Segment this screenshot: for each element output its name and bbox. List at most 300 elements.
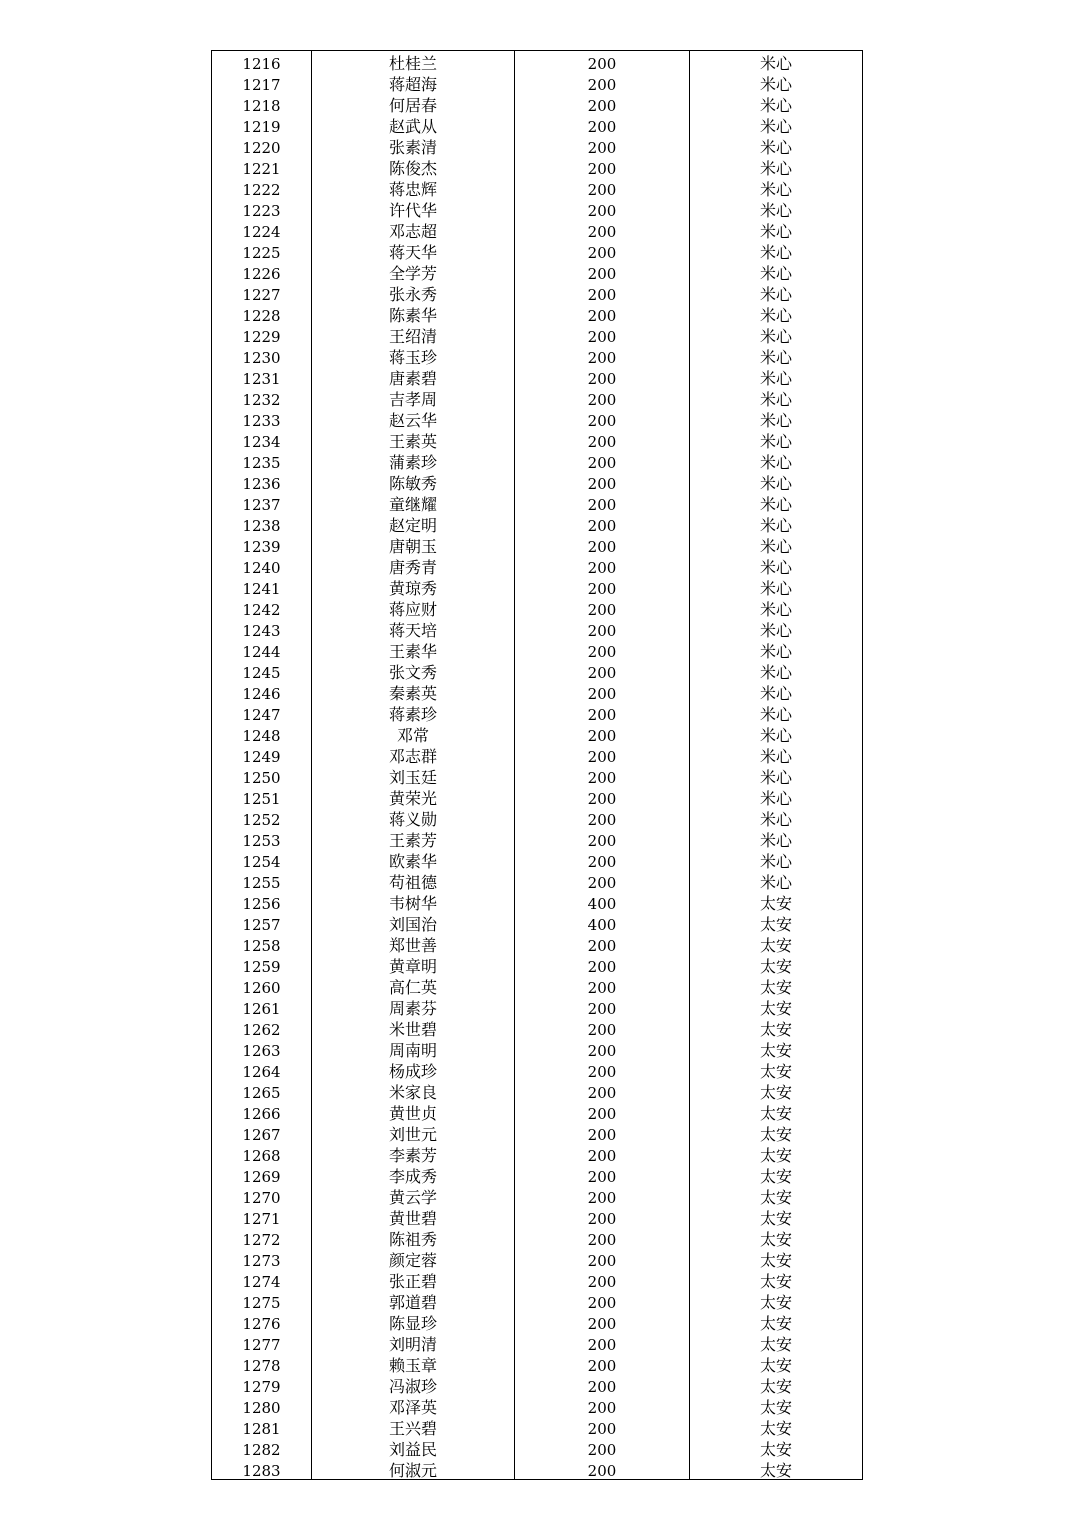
cell-town: 米心 [690,513,863,534]
cell-town: 太安 [690,1185,863,1206]
cell-town: 太安 [690,1290,863,1311]
cell-number: 1281 [212,1416,312,1437]
cell-number: 1255 [212,870,312,891]
cell-number: 1247 [212,702,312,723]
cell-name: 周素芬 [312,996,515,1017]
table-row [212,471,863,492]
cell-amount: 200 [515,1395,690,1416]
cell-name: 黄云学 [312,1185,515,1206]
cell-amount: 200 [515,681,690,702]
cell-amount: 200 [515,1038,690,1059]
cell-amount: 200 [515,1416,690,1437]
cell-name: 张正碧 [312,1269,515,1290]
cell-amount: 200 [515,324,690,345]
cell-name: 欧素华 [312,849,515,870]
cell-name: 陈祖秀 [312,1227,515,1248]
table-row [212,93,863,114]
cell-amount: 200 [515,1206,690,1227]
cell-amount: 400 [515,891,690,912]
cell-number: 1237 [212,492,312,513]
cell-name: 邓志群 [312,744,515,765]
cell-town: 米心 [690,597,863,618]
cell-name: 唐秀青 [312,555,515,576]
cell-amount: 200 [515,240,690,261]
cell-number: 1264 [212,1059,312,1080]
cell-town: 米心 [690,870,863,891]
cell-town: 米心 [690,366,863,387]
table-row [212,1164,863,1185]
cell-name: 蒋忠辉 [312,177,515,198]
cell-number: 1276 [212,1311,312,1332]
cell-town: 太安 [690,975,863,996]
cell-town: 米心 [690,240,863,261]
cell-amount: 200 [515,1374,690,1395]
cell-town: 米心 [690,450,863,471]
cell-name: 蒲素珍 [312,450,515,471]
cell-number: 1271 [212,1206,312,1227]
cell-number: 1230 [212,345,312,366]
cell-amount: 200 [515,933,690,954]
cell-amount: 200 [515,219,690,240]
table-row [212,1227,863,1248]
table-row [212,975,863,996]
cell-amount: 200 [515,1458,690,1480]
cell-name: 刘国治 [312,912,515,933]
table-row [212,555,863,576]
table-row [212,1185,863,1206]
table-row [212,303,863,324]
table-row [212,1395,863,1416]
cell-number: 1253 [212,828,312,849]
cell-amount: 200 [515,954,690,975]
cell-number: 1258 [212,933,312,954]
cell-name: 蒋应财 [312,597,515,618]
table-row [212,450,863,471]
cell-town: 米心 [690,807,863,828]
cell-name: 张文秀 [312,660,515,681]
cell-town: 米心 [690,429,863,450]
table-row [212,324,863,345]
cell-name: 王绍清 [312,324,515,345]
table-row [212,1038,863,1059]
cell-town: 米心 [690,660,863,681]
cell-number: 1217 [212,72,312,93]
cell-amount: 200 [515,1017,690,1038]
cell-amount: 200 [515,1185,690,1206]
table-row [212,1332,863,1353]
cell-town: 米心 [690,156,863,177]
cell-name: 王素芳 [312,828,515,849]
cell-name: 黄世碧 [312,1206,515,1227]
cell-town: 太安 [690,1143,863,1164]
cell-number: 1279 [212,1374,312,1395]
cell-number: 1249 [212,744,312,765]
cell-name: 赵武从 [312,114,515,135]
cell-name: 赵定明 [312,513,515,534]
cell-amount: 200 [515,1080,690,1101]
cell-amount: 200 [515,555,690,576]
cell-name: 杨成珍 [312,1059,515,1080]
cell-number: 1270 [212,1185,312,1206]
table-row [212,744,863,765]
cell-number: 1239 [212,534,312,555]
table-row [212,954,863,975]
cell-amount: 200 [515,1122,690,1143]
table-row [212,198,863,219]
cell-amount: 200 [515,177,690,198]
cell-name: 陈显珍 [312,1311,515,1332]
cell-town: 米心 [690,93,863,114]
cell-name: 苟祖德 [312,870,515,891]
cell-town: 米心 [690,534,863,555]
table-row [212,51,863,73]
table-row [212,156,863,177]
cell-number: 1219 [212,114,312,135]
cell-town: 太安 [690,1458,863,1480]
cell-number: 1260 [212,975,312,996]
cell-number: 1266 [212,1101,312,1122]
cell-town: 太安 [690,891,863,912]
cell-name: 陈俊杰 [312,156,515,177]
cell-amount: 200 [515,702,690,723]
table-row [212,345,863,366]
cell-number: 1250 [212,765,312,786]
cell-town: 米心 [690,72,863,93]
table-row [212,1269,863,1290]
table-row [212,912,863,933]
cell-town: 太安 [690,996,863,1017]
cell-name: 蒋玉珍 [312,345,515,366]
cell-amount: 200 [515,786,690,807]
cell-town: 米心 [690,387,863,408]
table-row [212,429,863,450]
cell-number: 1242 [212,597,312,618]
cell-name: 韦树华 [312,891,515,912]
cell-name: 刘明清 [312,1332,515,1353]
table-row [212,135,863,156]
cell-number: 1251 [212,786,312,807]
cell-name: 吉孝周 [312,387,515,408]
cell-name: 郭道碧 [312,1290,515,1311]
cell-amount: 200 [515,1164,690,1185]
table-row [212,1206,863,1227]
cell-name: 邓常 [312,723,515,744]
cell-number: 1231 [212,366,312,387]
cell-name: 颜定蓉 [312,1248,515,1269]
cell-number: 1273 [212,1248,312,1269]
table-row [212,408,863,429]
cell-town: 米心 [690,177,863,198]
cell-town: 米心 [690,219,863,240]
cell-amount: 200 [515,597,690,618]
cell-amount: 200 [515,660,690,681]
cell-number: 1274 [212,1269,312,1290]
cell-number: 1261 [212,996,312,1017]
cell-town: 太安 [690,1059,863,1080]
cell-amount: 200 [515,765,690,786]
table-row [212,114,863,135]
table-row [212,933,863,954]
cell-amount: 200 [515,1290,690,1311]
cell-number: 1220 [212,135,312,156]
cell-town: 太安 [690,1080,863,1101]
cell-town: 太安 [690,1437,863,1458]
cell-town: 米心 [690,492,863,513]
cell-number: 1283 [212,1458,312,1480]
cell-amount: 200 [515,198,690,219]
cell-name: 李成秀 [312,1164,515,1185]
cell-amount: 200 [515,849,690,870]
cell-number: 1262 [212,1017,312,1038]
table-row [212,240,863,261]
cell-amount: 200 [515,870,690,891]
cell-name: 刘益民 [312,1437,515,1458]
cell-town: 太安 [690,1374,863,1395]
table-row [212,1353,863,1374]
cell-number: 1223 [212,198,312,219]
cell-amount: 200 [515,723,690,744]
cell-town: 米心 [690,849,863,870]
table-row [212,1437,863,1458]
cell-town: 米心 [690,555,863,576]
cell-number: 1275 [212,1290,312,1311]
cell-amount: 200 [515,1269,690,1290]
table-row [212,576,863,597]
cell-number: 1229 [212,324,312,345]
cell-number: 1241 [212,576,312,597]
table-row [212,1290,863,1311]
table-row [212,807,863,828]
cell-name: 唐朝玉 [312,534,515,555]
cell-amount: 200 [515,303,690,324]
table-row [212,702,863,723]
roster-body [212,51,863,1480]
table-row [212,534,863,555]
cell-town: 米心 [690,408,863,429]
table-row [212,219,863,240]
cell-amount: 200 [515,1227,690,1248]
table-row [212,1374,863,1395]
cell-name: 何居春 [312,93,515,114]
cell-name: 李素芳 [312,1143,515,1164]
cell-number: 1224 [212,219,312,240]
table-row [212,513,863,534]
table-row [212,261,863,282]
cell-town: 太安 [690,1017,863,1038]
cell-town: 米心 [690,135,863,156]
cell-name: 周南明 [312,1038,515,1059]
cell-name: 童继耀 [312,492,515,513]
cell-number: 1243 [212,618,312,639]
cell-number: 1233 [212,408,312,429]
cell-name: 米家良 [312,1080,515,1101]
cell-town: 米心 [690,471,863,492]
cell-town: 太安 [690,933,863,954]
cell-number: 1235 [212,450,312,471]
cell-number: 1263 [212,1038,312,1059]
table-row [212,870,863,891]
cell-town: 米心 [690,261,863,282]
cell-name: 赖玉章 [312,1353,515,1374]
table-row [212,1458,863,1480]
cell-name: 蒋素珍 [312,702,515,723]
cell-town: 太安 [690,1101,863,1122]
table-row [212,366,863,387]
cell-number: 1248 [212,723,312,744]
cell-name: 陈敏秀 [312,471,515,492]
cell-town: 米心 [690,744,863,765]
cell-amount: 200 [515,72,690,93]
cell-town: 米心 [690,681,863,702]
cell-town: 米心 [690,114,863,135]
cell-amount: 400 [515,912,690,933]
cell-town: 太安 [690,1164,863,1185]
cell-amount: 200 [515,576,690,597]
cell-amount: 200 [515,744,690,765]
table-row [212,639,863,660]
cell-number: 1225 [212,240,312,261]
cell-town: 米心 [690,303,863,324]
cell-number: 1226 [212,261,312,282]
cell-town: 米心 [690,639,863,660]
cell-amount: 200 [515,408,690,429]
cell-amount: 200 [515,387,690,408]
cell-name: 高仁英 [312,975,515,996]
table-row [212,387,863,408]
cell-amount: 200 [515,1311,690,1332]
cell-town: 太安 [690,1353,863,1374]
cell-name: 张永秀 [312,282,515,303]
cell-name: 秦素英 [312,681,515,702]
cell-town: 米心 [690,282,863,303]
cell-name: 张素清 [312,135,515,156]
cell-number: 1282 [212,1437,312,1458]
cell-town: 米心 [690,702,863,723]
cell-name: 杜桂兰 [312,51,515,73]
cell-number: 1221 [212,156,312,177]
table-row [212,1143,863,1164]
cell-amount: 200 [515,639,690,660]
table-row [212,891,863,912]
cell-name: 陈素华 [312,303,515,324]
cell-number: 1244 [212,639,312,660]
table-row [212,828,863,849]
cell-number: 1267 [212,1122,312,1143]
table-row [212,177,863,198]
cell-town: 米心 [690,51,863,73]
table-row [212,786,863,807]
cell-amount: 200 [515,1437,690,1458]
cell-number: 1268 [212,1143,312,1164]
table-row [212,849,863,870]
cell-name: 刘玉廷 [312,765,515,786]
table-row [212,597,863,618]
roster-table [211,50,863,1480]
cell-name: 邓泽英 [312,1395,515,1416]
cell-amount: 200 [515,492,690,513]
cell-town: 太安 [690,1122,863,1143]
cell-number: 1238 [212,513,312,534]
cell-town: 米心 [690,576,863,597]
cell-name: 赵云华 [312,408,515,429]
cell-number: 1265 [212,1080,312,1101]
cell-amount: 200 [515,1248,690,1269]
cell-town: 米心 [690,786,863,807]
cell-town: 太安 [690,912,863,933]
cell-town: 太安 [690,1416,863,1437]
cell-number: 1232 [212,387,312,408]
cell-amount: 200 [515,429,690,450]
cell-town: 太安 [690,1038,863,1059]
cell-number: 1254 [212,849,312,870]
table-row [212,1248,863,1269]
cell-number: 1256 [212,891,312,912]
cell-amount: 200 [515,450,690,471]
cell-amount: 200 [515,1353,690,1374]
cell-number: 1280 [212,1395,312,1416]
table-row [212,765,863,786]
cell-town: 米心 [690,198,863,219]
cell-town: 太安 [690,954,863,975]
table-row [212,681,863,702]
cell-number: 1277 [212,1332,312,1353]
cell-number: 1236 [212,471,312,492]
cell-number: 1216 [212,51,312,73]
cell-name: 全学芳 [312,261,515,282]
table-row [212,492,863,513]
cell-amount: 200 [515,807,690,828]
cell-town: 米心 [690,828,863,849]
table-row [212,1416,863,1437]
cell-town: 米心 [690,324,863,345]
cell-name: 米世碧 [312,1017,515,1038]
cell-amount: 200 [515,975,690,996]
cell-number: 1252 [212,807,312,828]
cell-town: 米心 [690,765,863,786]
cell-amount: 200 [515,282,690,303]
cell-name: 蒋超海 [312,72,515,93]
cell-name: 刘世元 [312,1122,515,1143]
cell-name: 蒋天培 [312,618,515,639]
cell-number: 1234 [212,429,312,450]
table-row [212,1059,863,1080]
cell-amount: 200 [515,114,690,135]
cell-name: 郑世善 [312,933,515,954]
cell-town: 太安 [690,1227,863,1248]
cell-amount: 200 [515,261,690,282]
cell-amount: 200 [515,618,690,639]
cell-name: 唐素碧 [312,366,515,387]
cell-amount: 200 [515,156,690,177]
cell-name: 何淑元 [312,1458,515,1480]
cell-name: 蒋义勋 [312,807,515,828]
cell-amount: 200 [515,513,690,534]
cell-name: 王素华 [312,639,515,660]
cell-number: 1272 [212,1227,312,1248]
cell-number: 1246 [212,681,312,702]
cell-number: 1278 [212,1353,312,1374]
cell-name: 黄世贞 [312,1101,515,1122]
cell-amount: 200 [515,93,690,114]
cell-name: 黄琼秀 [312,576,515,597]
cell-town: 米心 [690,723,863,744]
table-row [212,1080,863,1101]
cell-town: 太安 [690,1248,863,1269]
cell-amount: 200 [515,345,690,366]
table-row [212,1101,863,1122]
cell-number: 1269 [212,1164,312,1185]
cell-town: 太安 [690,1311,863,1332]
